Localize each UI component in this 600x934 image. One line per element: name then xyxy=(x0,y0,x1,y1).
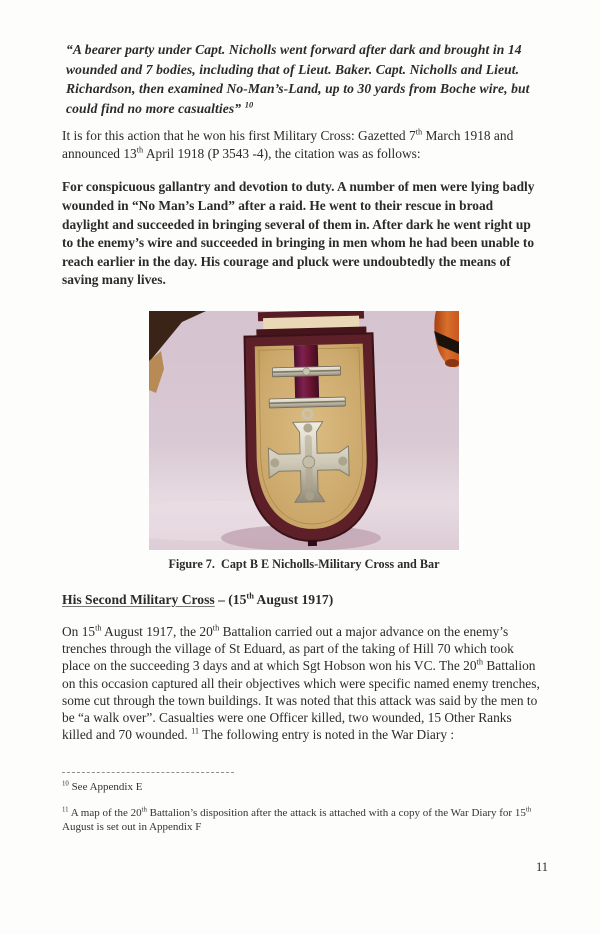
page-number: 11 xyxy=(535,860,548,874)
medal-case xyxy=(243,311,379,548)
footnote-separator xyxy=(62,772,234,773)
cross-centre-cypher xyxy=(303,456,315,468)
section-heading: His Second Military Cross – (15th August 1917) xyxy=(62,590,334,607)
figure-caption: Figure 7. Capt B E Nicholls-Military Cross and Bar xyxy=(168,556,440,571)
suspender-bar xyxy=(269,397,345,408)
body-paragraph: On 15th August 1917, the 20th Battalion carried out a major advance on the enemy’s trenches through the village of St Eduard, as part of the taking of Hill 70 which took place on the succeeding 3 days and at which Sgt Hobson won his VC. The 20th Battalion on this occasion captured all their objectives which were specific named enemy trenches, some cut through the town buildings. It was noted that this attack was said by the men to be “a walk over”. Casualties were one Officer killed, two wounded, 15 Other Ranks killed and 70 wounded. $^{11}$ The following entry is noted in the War Diary : xyxy=(62,623,540,743)
figure-block xyxy=(149,311,459,572)
footnotes-block xyxy=(62,772,540,835)
footnote-10: $^{10}$ See Appendix E xyxy=(62,780,143,793)
opening-quote: “A bearer party under Capt. Nicholls went forward after dark and brought in 14 wounded and 7 bodies, including that of Lieut. Baker. Capt. Nicholls and Lieut. Richardson, then examined No-Man’s-Land, up to 30 yards from Boche wire, but could find no more casualties” $^{10}$ xyxy=(66,42,530,116)
ribbon-bar-top xyxy=(272,366,340,377)
citation-paragraph: For conspicuous gallantry and devotion to duty. A number of men were lying badly wounded in “No Man’s Land” after a raid. He went to their rescue in broad daylight and succeeded in bringing several of them in. After dark he went right up to the enemy’s wire and succeeded in bringing in men whom he had been unable to reach earlier in the day. His courage and pluck were undoubtedly the means of saving many lives. xyxy=(62,179,535,288)
case-clasp xyxy=(308,540,317,546)
intro-paragraph: It is for this action that he won his first Military Cross: Gazetted 7th March 1918 and announced 13th April 1918 (P 3543 -4), the citation was as follows: xyxy=(62,127,514,162)
military-cross-photo xyxy=(149,311,459,550)
footnote-11: $^{11}$ A map of the 20th Battalion’s disposition after the attack is attached with a copy of the War Diary for 15th August is set out in Appendix F xyxy=(62,805,532,833)
